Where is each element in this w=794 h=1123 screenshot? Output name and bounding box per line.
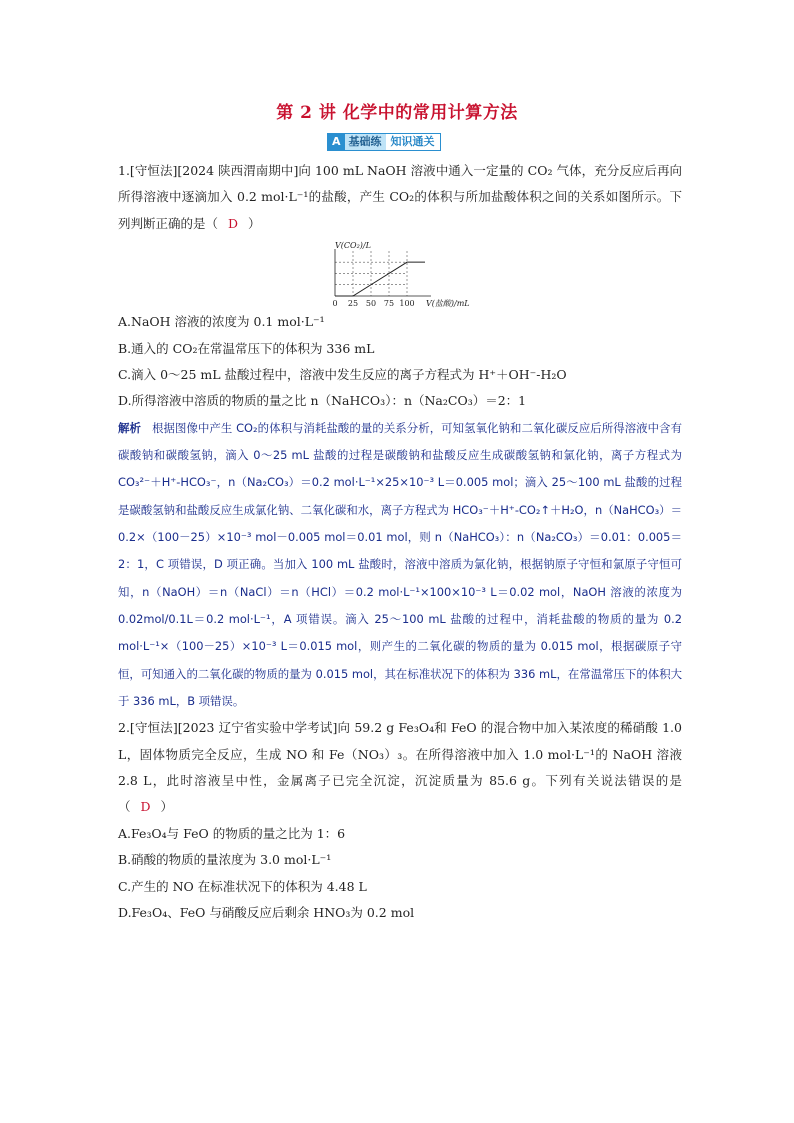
question-1-answer: D xyxy=(228,215,239,231)
question-1-option-b: B.通入的 CO₂在常温常压下的体积为 336 mL xyxy=(118,340,375,356)
question-2-option-c: C.产生的 NO 在标准状况下的体积为 4.48 L xyxy=(118,878,367,894)
question-2-option-b: B.硝酸的物质的量浓度为 3.0 mol·L⁻¹ xyxy=(118,852,332,868)
x-tick-label: 75 xyxy=(383,299,395,309)
section-label-basic: 基础练 xyxy=(345,134,386,150)
x-tick-label: 100 xyxy=(399,299,415,309)
chart-grid xyxy=(335,251,407,296)
question-1-option-c: C.滴入 0～25 mL 盐酸过程中，溶液中发生反应的离子方程式为 H⁺＋OH⁻-H₂O xyxy=(118,367,567,383)
question-1-analysis xyxy=(118,415,682,715)
chart-xlabel: V(盐酸)/mL xyxy=(426,299,470,309)
question-1-option-a: A.NaOH 溶液的浓度为 0.1 mol·L⁻¹ xyxy=(118,314,325,330)
chart-ticks xyxy=(332,299,414,308)
co2-volume-line xyxy=(335,262,425,296)
page-title: 第 2 讲 化学中的常用计算方法 xyxy=(276,103,518,123)
analysis-label: 解析 xyxy=(118,420,141,435)
question-1-stem: 1.[守恒法][2024 陕西渭南期中]向 100 mL NaOH 溶液中通入一定量的 CO₂ 气体，充分反应后再向所得溶液中逐滴加入 0.2 mol·L⁻¹的盐酸，产生 CO₂的体积与所加盐酸体积之间的关系如图所示。下列判断正确的是（ D ） xyxy=(118,163,682,231)
analysis-text: 根据图像中产生 CO₂的体积与消耗盐酸的量的关系分析，可知氢氧化钠和二氧化碳反应后所得溶液中含有碳酸钠和碳酸氢钠，滴入 0～25 mL 盐酸的过程是碳酸钠和盐酸反应生成碳酸氢钠和氯化钠，离子方程式为 CO₃²⁻＋H⁺-HCO₃⁻，n（Na₂CO₃）＝0.2 mol·L⁻¹×25×10⁻³ L＝0.005 mol；滴入 25～100 mL 盐酸的过程是碳酸氢钠和盐酸反应生成氯化钠、二氧化碳和水，离子方程式为 HCO₃⁻＋H⁺-CO₂↑＋H₂O，n（NaHCO₃）＝0.2×（100－25）×10⁻³ mol－0.005 mol＝0.01 mol，则 n（NaHCO₃）：n（Na₂CO₃）＝0.01：0.005＝2：1，C 项错误，D 项正确。当加入 100 mL 盐酸时，溶液中溶质为氯化钠，根据钠原子守恒和氯原子守恒可知，n（NaOH）＝n（NaCl）＝n（HCl）＝0.2 mol·L⁻¹×100×10⁻³ L＝0.02 mol，NaOH 溶液的浓度为 0.02mol/0.1L＝0.2 mol·L⁻¹，A 项错误。滴入 25～100 mL 盐酸的过程中，消耗盐酸的物质的量为 0.2 mol·L⁻¹×（100－25）×10⁻³ L＝0.015 mol，则产生的二氧化碳的物质的量为 0.015 mol，根据碳原子守恒，可知通入的二氧化碳的物质的量为 0.015 mol，其在标准状况下的体积为 336 mL，在常温常压下的体积大于 336 mL，B 项错误。 xyxy=(118,420,682,708)
section-label-knowledge: 知识通关 xyxy=(386,134,440,150)
question-2-option-a: A.Fe₃O₄与 FeO 的物质的量之比为 1：6 xyxy=(118,825,346,841)
question-2-stem: 2.[守恒法][2023 辽宁省实验中学考试]向 59.2 g Fe₃O₄和 FeO 的混合物中加入某浓度的稀硝酸 1.0 L，固体物质完全反应，生成 NO 和 Fe（NO₃）₃。在所得溶液中加入 1.0 mol·L⁻¹的 NaOH 溶液 2.8 L，此时溶液呈中性，金属离子已完全沉淀，沉淀质量为 85.6 g。下列有关说法错误的是（ D ） xyxy=(118,720,682,815)
x-tick-label: 25 xyxy=(347,299,359,309)
section-tag xyxy=(327,133,441,151)
content xyxy=(118,158,682,926)
question-2-answer: D xyxy=(140,799,151,815)
question-2-option-d: D.Fe₃O₄、FeO 与硝酸反应后剩余 HNO₃为 0.2 mol xyxy=(118,904,415,920)
x-tick-label: 0 xyxy=(332,299,338,309)
question-1-option-d: D.所得溶液中溶质的物质的量之比 n（NaHCO₃）：n（Na₂CO₃）＝2：1 xyxy=(118,393,527,409)
chart-ylabel: V(CO₂)/L xyxy=(335,241,371,251)
chart-axes xyxy=(335,249,431,296)
co2-volume-chart xyxy=(323,239,483,309)
x-tick-label: 50 xyxy=(365,299,377,309)
chart-line xyxy=(335,262,425,296)
section-badge: A xyxy=(328,134,345,150)
